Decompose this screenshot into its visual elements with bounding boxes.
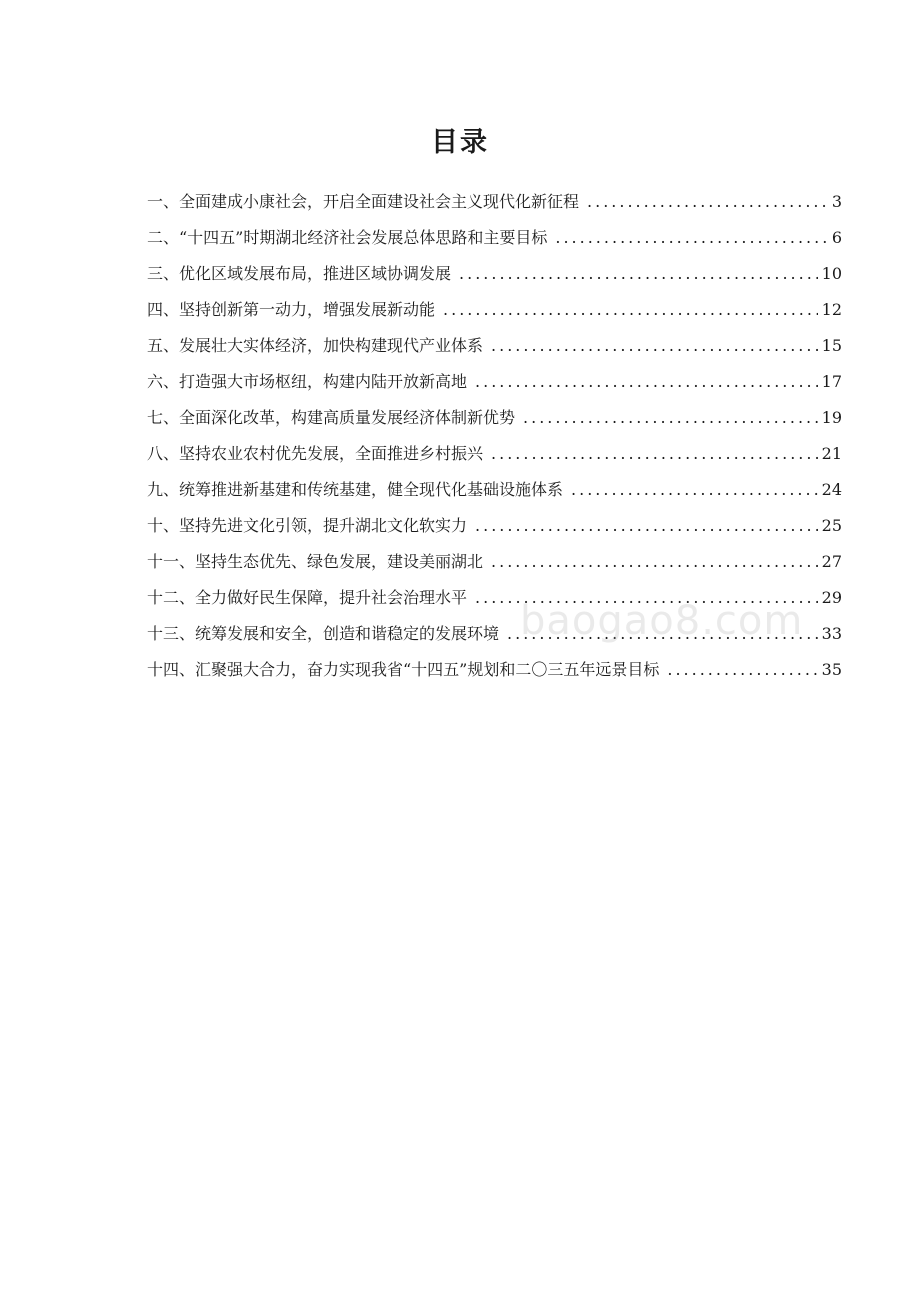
toc-page-number: 35	[821, 660, 842, 679]
toc-entry-title: 十二、全力做好民生保障，提升社会治理水平	[147, 588, 468, 607]
toc-entry[interactable]	[147, 400, 842, 436]
toc-dot-leader	[475, 364, 818, 400]
toc-dot-leader	[571, 472, 818, 508]
toc-dot-leader	[555, 220, 827, 256]
toc-page-number: 29	[821, 588, 842, 607]
toc-entry-title: 三、优化区域发展布局，推进区域协调发展	[147, 264, 452, 283]
toc-page-number: 10	[821, 264, 842, 283]
toc-entry-title: 四、坚持创新第一动力，增强发展新动能	[147, 300, 436, 319]
toc-entry-title: 七、全面深化改革，构建高质量发展经济体制新优势	[147, 408, 516, 427]
toc-dot-leader	[491, 436, 818, 472]
toc-entry[interactable]	[147, 544, 842, 580]
toc-page-number: 3	[831, 192, 842, 211]
toc-entry[interactable]	[147, 436, 842, 472]
toc-entry[interactable]	[147, 652, 842, 688]
toc-entry[interactable]	[147, 328, 842, 364]
toc-dot-leader	[667, 652, 817, 688]
toc-entry-title: 五、发展壮大实体经济，加快构建现代产业体系	[147, 336, 484, 355]
toc-entry-title: 六、打造强大市场枢纽，构建内陆开放新高地	[147, 372, 468, 391]
toc-dot-leader	[475, 580, 818, 616]
toc-entry[interactable]	[147, 508, 842, 544]
toc-entry[interactable]	[147, 364, 842, 400]
toc-entry-title: 十三、统筹发展和安全，创造和谐稳定的发展环境	[147, 624, 500, 643]
table-of-contents	[147, 184, 842, 688]
toc-page-number: 17	[821, 372, 842, 391]
watermark: baogao8.com	[520, 598, 804, 644]
toc-dot-leader	[475, 508, 818, 544]
toc-dot-leader	[459, 256, 818, 292]
toc-dot-leader	[491, 544, 818, 580]
toc-page-number: 24	[821, 480, 842, 499]
toc-entry-title: 十四、汇聚强大合力，奋力实现我省“十四五”规划和二〇三五年远景目标	[147, 660, 660, 679]
toc-entry[interactable]	[147, 256, 842, 292]
toc-entry[interactable]	[147, 220, 842, 256]
toc-entry-title: 十一、坚持生态优先、绿色发展，建设美丽湖北	[147, 552, 484, 571]
toc-dot-leader	[587, 184, 828, 220]
toc-entry[interactable]	[147, 292, 842, 328]
toc-entry-title: 九、统筹推进新基建和传统基建，健全现代化基础设施体系	[147, 480, 564, 499]
toc-page-number: 33	[821, 624, 842, 643]
toc-entry-title: 十、坚持先进文化引领，提升湖北文化软实力	[147, 516, 468, 535]
toc-dot-leader	[443, 292, 818, 328]
toc-page-number: 27	[821, 552, 842, 571]
toc-page-number: 21	[821, 444, 842, 463]
toc-page-number: 19	[821, 408, 842, 427]
toc-page-number: 6	[831, 228, 842, 247]
toc-dot-leader	[523, 400, 818, 436]
toc-page-number: 15	[821, 336, 842, 355]
toc-entry-title: 八、坚持农业农村优先发展，全面推进乡村振兴	[147, 444, 484, 463]
toc-dot-leader	[507, 616, 818, 652]
toc-page-number: 25	[821, 516, 842, 535]
toc-entry[interactable]	[147, 472, 842, 508]
toc-entry-title: 一、全面建成小康社会，开启全面建设社会主义现代化新征程	[147, 192, 580, 211]
toc-entry-title: 二、“十四五”时期湖北经济社会发展总体思路和主要目标	[147, 228, 548, 247]
toc-dot-leader	[491, 328, 818, 364]
toc-page-number: 12	[821, 300, 842, 319]
toc-entry[interactable]	[147, 616, 842, 652]
page-title: 目录	[431, 127, 489, 158]
toc-entry[interactable]	[147, 184, 842, 220]
toc-entry[interactable]	[147, 580, 842, 616]
